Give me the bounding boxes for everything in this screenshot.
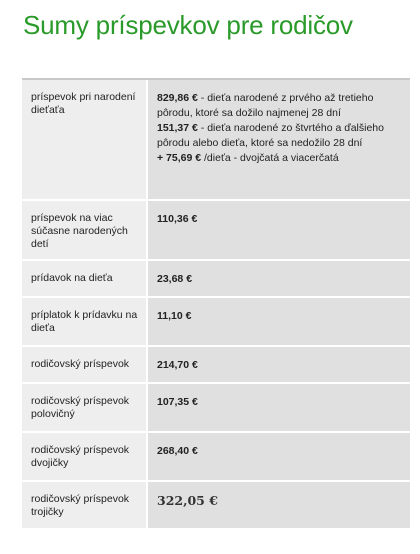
amount: + 75,69 € bbox=[157, 152, 202, 164]
amount-note: - dieťa narodené z prvého až tretieho pôrodu, ktoré sa dožilo najmenej 28 dní bbox=[157, 92, 374, 119]
row-value bbox=[148, 384, 410, 431]
value-line bbox=[157, 91, 402, 121]
row-label: rodičovský príspevok trojičky bbox=[22, 482, 146, 528]
row-value bbox=[148, 298, 410, 345]
table-row bbox=[22, 433, 410, 482]
table-row bbox=[22, 261, 410, 298]
row-label: príplatok k prídavku na dieťa bbox=[22, 298, 146, 345]
amount: 322,05 € bbox=[157, 493, 218, 508]
row-label: príspevok pri narodení dieťaťa bbox=[22, 80, 146, 199]
amount-note: /dieťa - dvojčatá a viacerčatá bbox=[201, 152, 339, 164]
amount: 110,36 € bbox=[157, 213, 198, 225]
amount: 268,40 € bbox=[157, 445, 198, 457]
table-row bbox=[22, 347, 410, 384]
row-value bbox=[148, 433, 410, 480]
row-value bbox=[148, 201, 410, 259]
amount: 829,86 € bbox=[157, 92, 198, 104]
row-label: rodičovský príspevok polovičný bbox=[22, 384, 146, 431]
benefits-table bbox=[22, 78, 410, 530]
row-value bbox=[148, 261, 410, 296]
amount: 11,10 € bbox=[157, 310, 192, 322]
amount-note: - dieťa narodené zo štvrtého a ďalšieho pôrodu alebo dieťa, ktoré sa nedožilo 28 dní bbox=[157, 122, 384, 149]
table-row bbox=[22, 384, 410, 433]
amount: 23,68 € bbox=[157, 273, 193, 285]
table-row bbox=[22, 80, 410, 201]
row-value bbox=[148, 347, 410, 382]
table-row bbox=[22, 482, 410, 530]
value-line bbox=[157, 151, 402, 166]
row-label: príspevok na viac súčasne narodených detí bbox=[22, 201, 146, 259]
row-value bbox=[148, 80, 410, 199]
row-value bbox=[148, 482, 410, 528]
amount: 151,37 € bbox=[157, 122, 198, 134]
row-label: rodičovský príspevok bbox=[22, 347, 146, 382]
table-row bbox=[22, 201, 410, 261]
page-title: Sumy príspevkov pre rodičov bbox=[23, 10, 353, 40]
table-row bbox=[22, 298, 410, 347]
row-label: rodičovský príspevok dvojičky bbox=[22, 433, 146, 480]
row-label: prídavok na dieťa bbox=[22, 261, 146, 296]
value-line bbox=[157, 121, 402, 151]
amount: 107,35 € bbox=[157, 396, 198, 408]
amount: 214,70 € bbox=[157, 359, 198, 371]
